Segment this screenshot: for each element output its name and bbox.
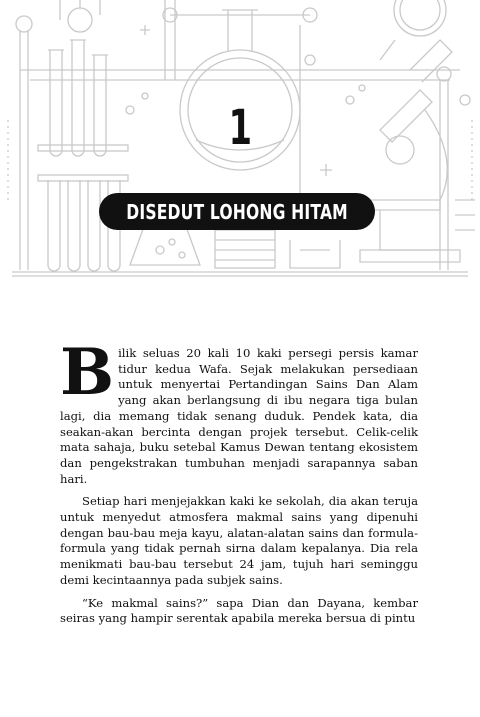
chapter-title: DISEDUT LOHONG HITAM [126, 199, 348, 224]
chapter-title-banner [99, 193, 375, 230]
paragraph-3: “Ke makmal sains?” sapa Dian dan Dayana, kembar seiras yang hampir serentak apabila mereka bersua di pintu [60, 595, 418, 626]
chapter-body [60, 335, 418, 634]
drop-cap: B [60, 335, 115, 410]
paragraph-2: Setiap hari menjejakkan kaki ke sekolah, dia akan teruja untuk menyedut atmosfera makmal sains yang dipenuhi dengan bau-bau meja kayu, alatan-alatan sains dan formula-formula yang tidak pernah sirna dalam kepalanya. Dia rela menikmati bau-bau tersebut 24 jam, tujuh hari seminggu demi kecintaannya pada subjek sains. [60, 494, 418, 587]
chapter-number: 1 [228, 100, 252, 156]
paragraph-1 [60, 335, 418, 487]
paragraph-1-text: ilik seluas 20 kali 10 kaki persegi persis kamar tidur kedua Wafa. Sejak melakukan persediaan untuk menyertai Pertandingan Sains Dan Alam yang akan berlangsung di ibu negara tiga bulan lagi, dia memang tidak senang duduk. Pendek kata, dia seakan-akan bercinta dengan projek tersebut. Celik-celik mata sahaja, buku setebal Kamus Dewan tentang ekosistem dan pengekstrakan tumbuhan menjadi sarapannya saban hari. [60, 346, 418, 486]
